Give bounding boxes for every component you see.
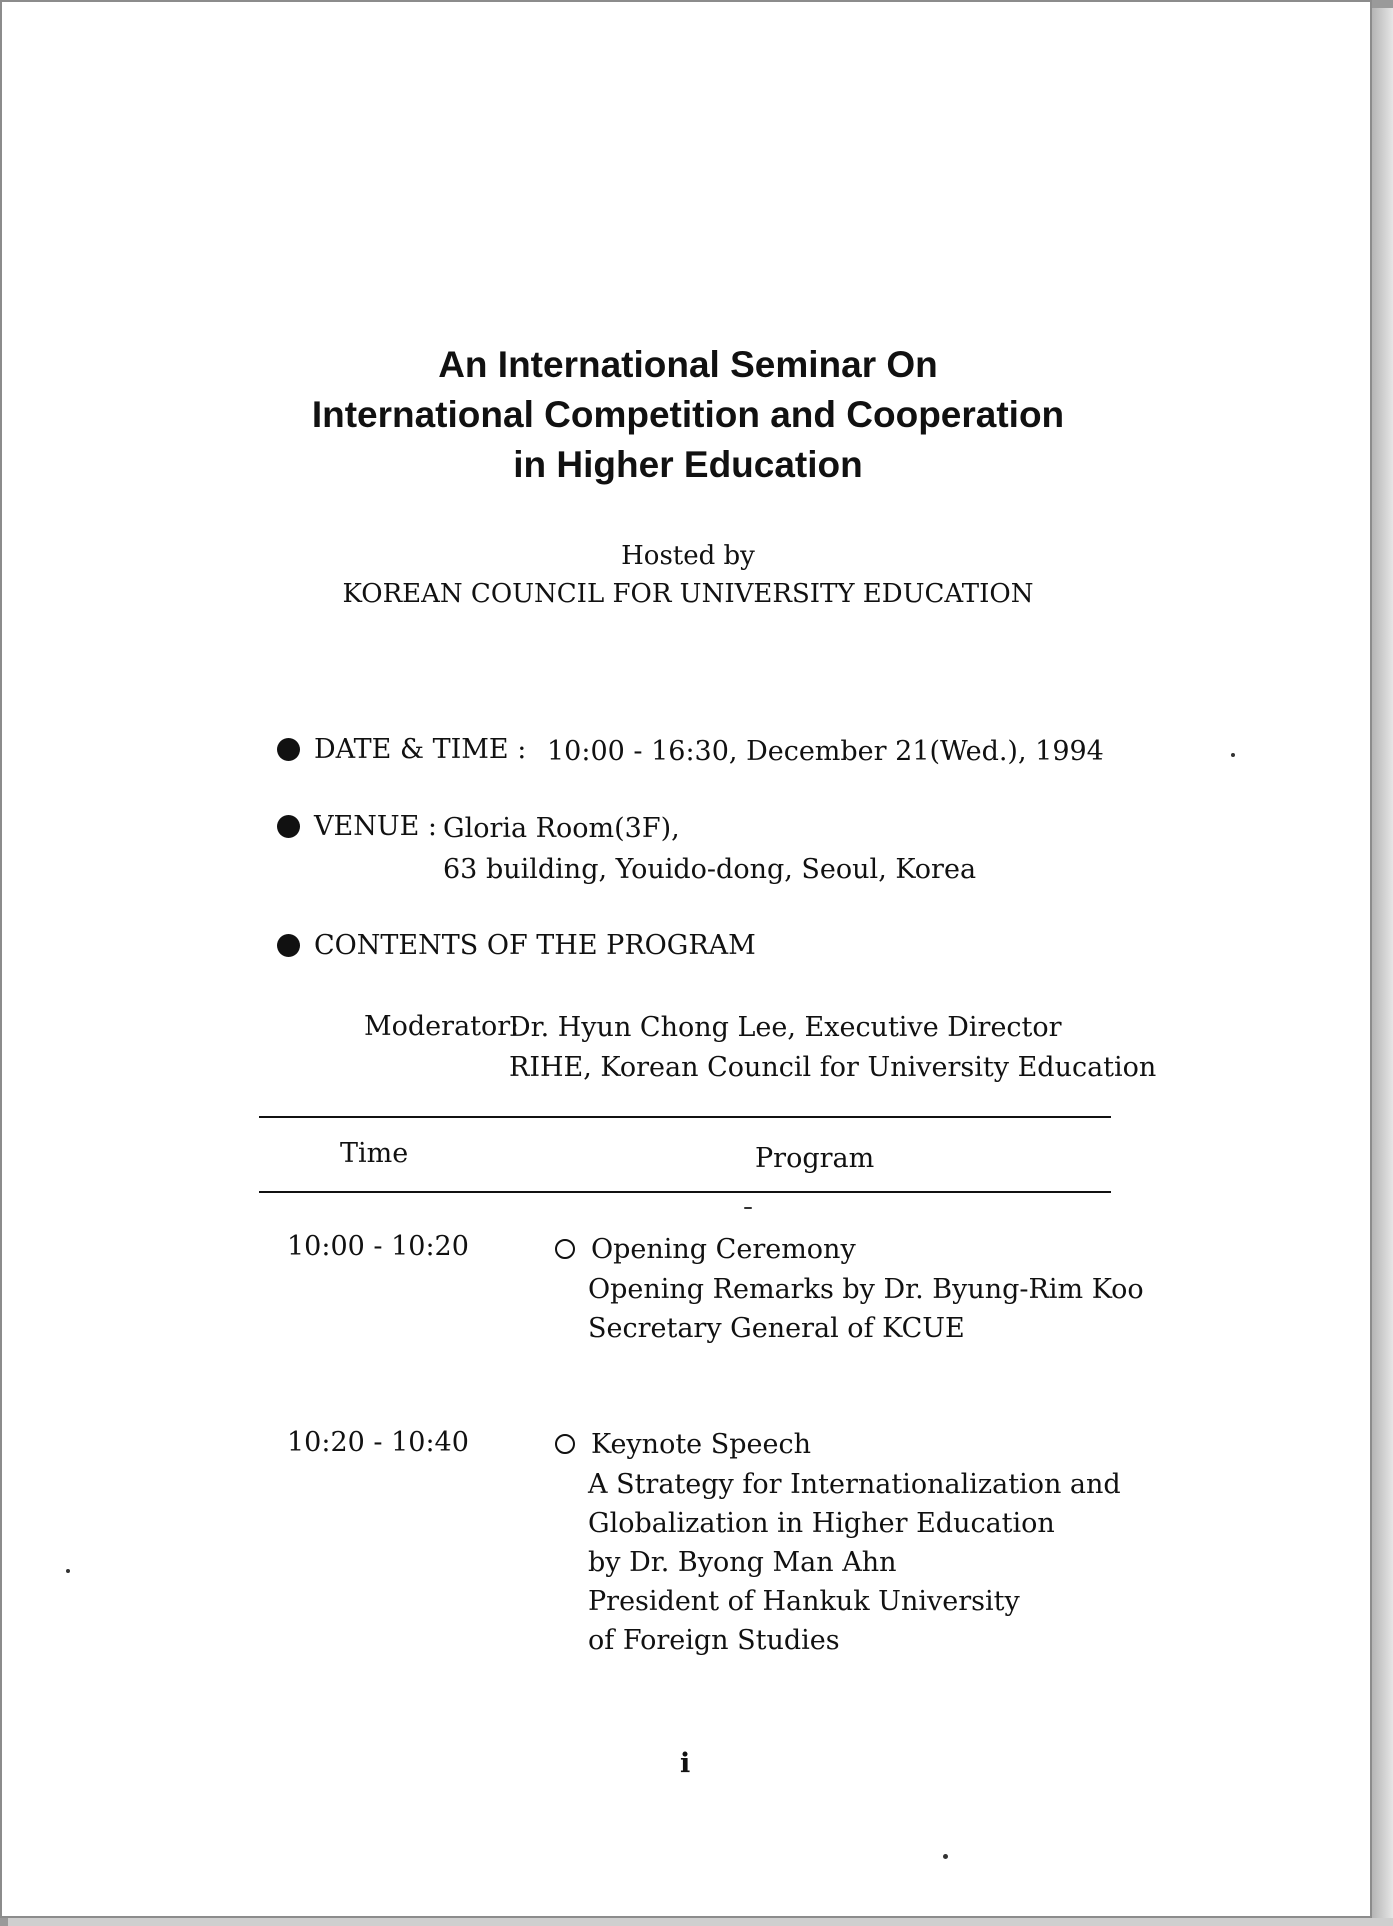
seminar-title	[2, 340, 1374, 490]
circle-bullet-icon	[555, 1434, 575, 1454]
moderator-label: Moderator:	[364, 1011, 520, 1042]
row-program-title: Opening Ceremony	[591, 1234, 856, 1265]
date-value: 10:00 - 16:30, December 21(Wed.), 1994	[547, 736, 1104, 767]
table-header-rule	[259, 1191, 1111, 1193]
scan-speck	[66, 1569, 70, 1573]
row-program-line: Globalization in Higher Education	[588, 1508, 1055, 1539]
title-line-2: International Competition and Cooperation	[311, 394, 1065, 435]
moderator-line-2: RIHE, Korean Council for University Education	[509, 1052, 1157, 1083]
venue-label: VENUE :	[314, 811, 437, 842]
row-time: 10:00 - 10:20	[287, 1231, 469, 1262]
row-program-line: A Strategy for Internationalization and	[588, 1469, 1121, 1500]
scan-speck	[744, 1207, 752, 1209]
row-program-line: by Dr. Byong Man Ahn	[588, 1547, 897, 1578]
moderator-line-1: Dr. Hyun Chong Lee, Executive Director	[509, 1012, 1062, 1043]
bullet-icon	[277, 934, 300, 957]
row-time: 10:20 - 10:40	[287, 1427, 469, 1458]
bullet-icon	[277, 738, 300, 761]
contents-label: CONTENTS OF THE PROGRAM	[314, 930, 756, 961]
row-program-line: President of Hankuk University	[588, 1586, 1020, 1617]
title-line-1: An International Seminar On	[438, 344, 938, 385]
hosted-by-label: Hosted by	[621, 541, 755, 571]
table-header-program: Program	[755, 1143, 875, 1174]
host-organization: KOREAN COUNCIL FOR UNIVERSITY EDUCATION	[342, 579, 1034, 609]
host-block	[2, 537, 1374, 613]
table-header-time: Time	[340, 1138, 409, 1169]
circle-bullet-icon	[555, 1239, 575, 1259]
date-label: DATE & TIME :	[314, 734, 527, 765]
page-number: i	[680, 1748, 691, 1779]
row-program-line: of Foreign Studies	[588, 1625, 840, 1656]
scan-speck	[1231, 753, 1235, 757]
scan-speck	[943, 1854, 948, 1859]
bullet-icon	[277, 815, 300, 838]
page-shadow-right	[1372, 8, 1393, 1926]
row-program-line: Secretary General of KCUE	[588, 1313, 965, 1344]
title-line-3: in Higher Education	[513, 444, 863, 485]
venue-line-2: 63 building, Youido-dong, Seoul, Korea	[443, 854, 977, 885]
table-top-rule	[259, 1116, 1111, 1118]
venue-line-1: Gloria Room(3F),	[443, 813, 680, 844]
row-program-title: Keynote Speech	[591, 1429, 811, 1460]
row-program-line: Opening Remarks by Dr. Byung-Rim Koo	[588, 1274, 1144, 1305]
page-shadow-bottom	[8, 1918, 1393, 1926]
